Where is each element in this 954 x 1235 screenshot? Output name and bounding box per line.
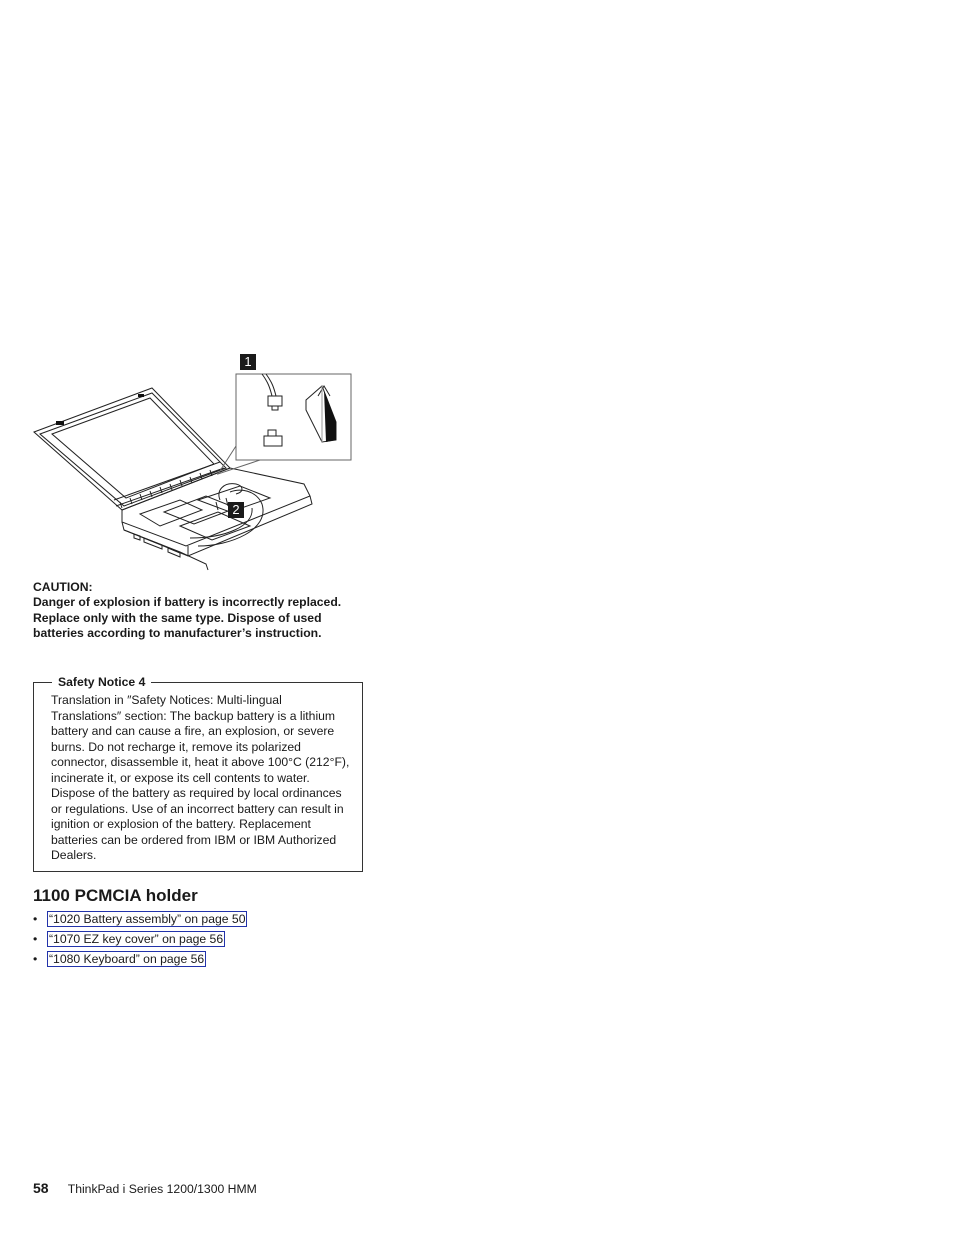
prerequisite-list	[33, 911, 247, 971]
section-heading: 1100 PCMCIA holder	[33, 886, 198, 905]
laptop-line-drawing	[30, 350, 360, 578]
callout-2: 2	[228, 502, 244, 518]
bullet: •	[33, 932, 38, 946]
list-item	[33, 911, 247, 931]
bullet: •	[33, 952, 38, 966]
list-item	[33, 931, 247, 951]
footer-title: ThinkPad i Series 1200/1300 HMM	[67, 1182, 257, 1196]
safety-notice-title: Safety Notice 4	[52, 675, 151, 690]
caution-text: Danger of explosion if battery is incorrectly replaced. Replace only with the same type. Dispose of used batteries according to manufacturer’s instruction.	[33, 595, 342, 641]
bullet: •	[33, 912, 38, 926]
caution-block	[33, 580, 363, 642]
caution-label: CAUTION:	[33, 580, 93, 594]
page-number: 58	[33, 1180, 49, 1196]
page-footer	[33, 1180, 257, 1197]
link-ez-key-cover[interactable]: “1070 EZ key cover” on page 56	[49, 932, 224, 946]
link-keyboard[interactable]: “1080 Keyboard” on page 56	[49, 952, 205, 966]
battery-removal-illustration	[30, 350, 360, 578]
list-item	[33, 951, 247, 971]
safety-notice-body: Translation in ″Safety Notices: Multi-lingual Translations″ section: The backup battery is a lithium battery and can cause a fire, an explosion, or severe burns. Do not recharge it, remove its polarized connector, disassemble it, heat it above 100°C (212°F), incinerate it, or expose its cell contents to water. Dispose of the battery as required by local ordinances or regulations. Use of an incorrect battery can result in ignition or explosion of the battery. Replacement batteries can be ordered from IBM or IBM Authorized Dealers.	[51, 693, 350, 862]
link-battery-assembly[interactable]: “1020 Battery assembly” on page 50	[49, 912, 246, 926]
safety-notice-box	[33, 675, 363, 872]
callout-1: 1	[240, 354, 256, 370]
